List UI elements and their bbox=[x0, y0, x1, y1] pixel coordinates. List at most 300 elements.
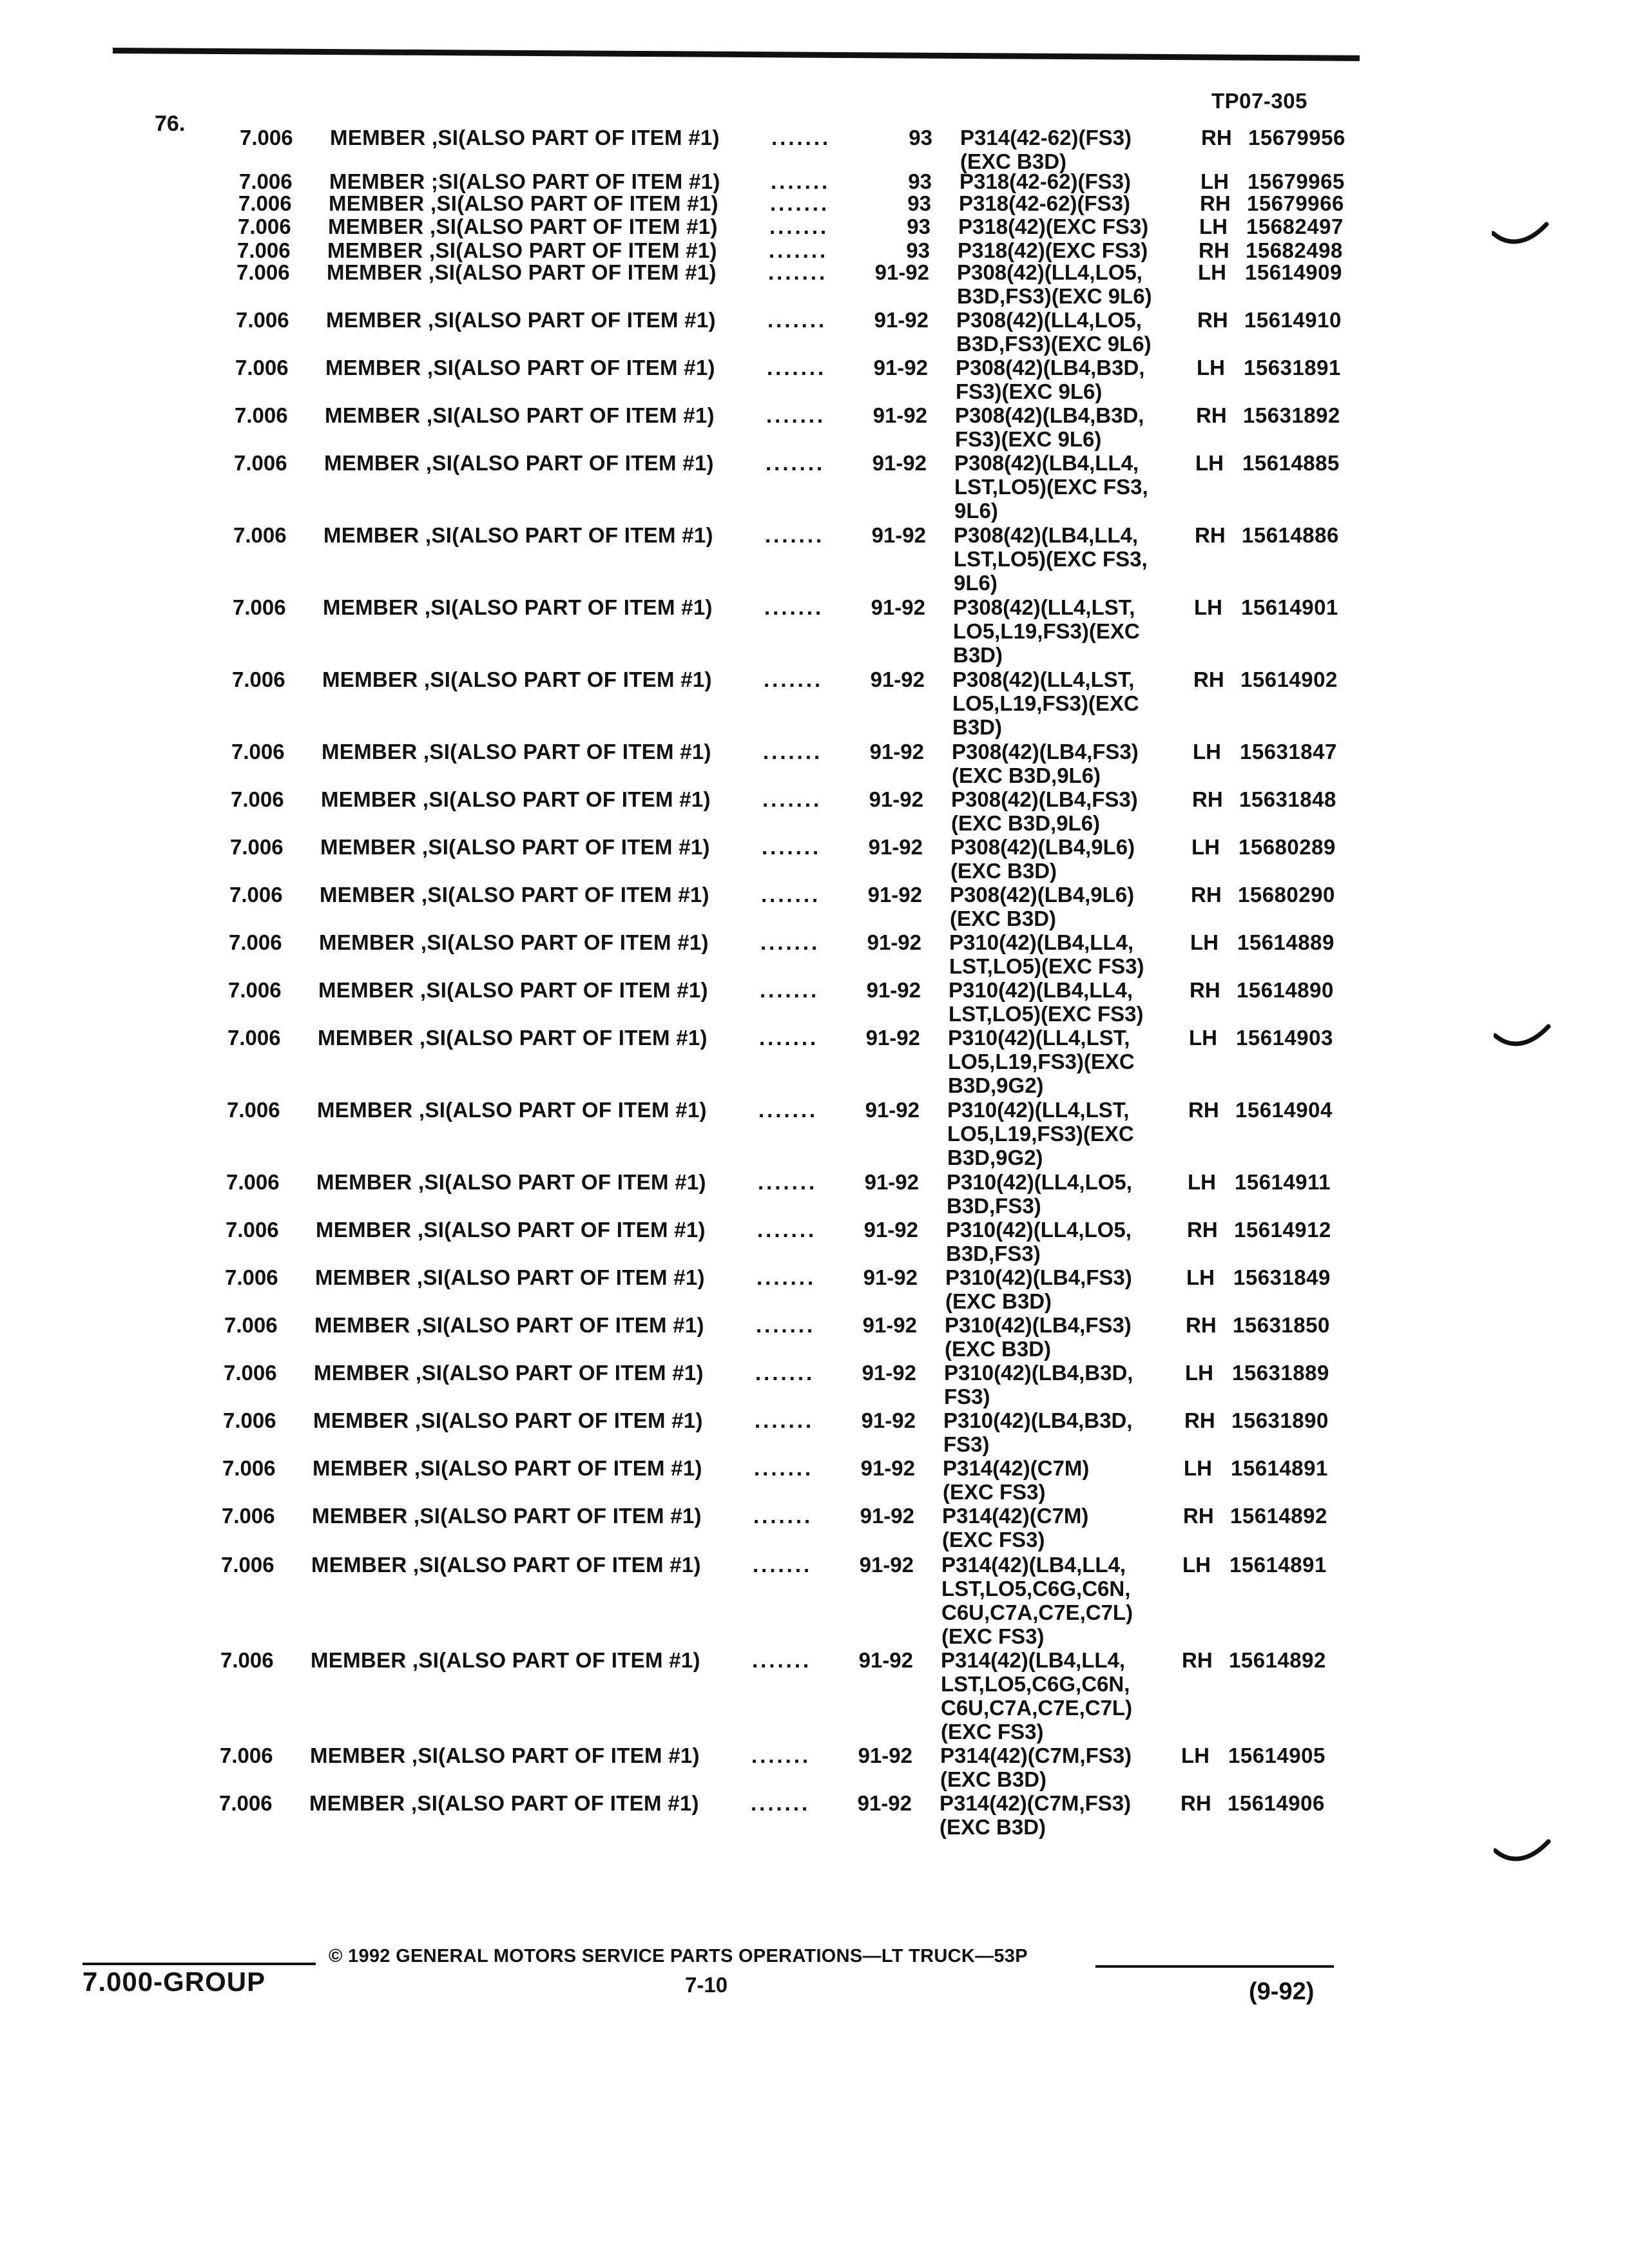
application-line: P314(42)(C7M,FS3) bbox=[940, 1744, 1132, 1767]
side: RH bbox=[1193, 668, 1224, 691]
leader-dots: ....... bbox=[764, 595, 824, 619]
model-years: 91-92 bbox=[860, 1504, 914, 1528]
part-description: MEMBER ,SI(ALSO PART OF ITEM #1) bbox=[325, 403, 715, 427]
part-number: 15614892 bbox=[1230, 1504, 1327, 1528]
group-code: 7.006 bbox=[225, 1265, 278, 1289]
check-mark-icon bbox=[1492, 219, 1550, 258]
side: LH bbox=[1181, 1744, 1210, 1767]
leader-dots: ....... bbox=[756, 1313, 816, 1337]
group-code: 7.006 bbox=[219, 1791, 273, 1815]
application-line: (EXC B3D) bbox=[940, 1815, 1046, 1839]
model-years: 91-92 bbox=[873, 356, 928, 380]
application bbox=[956, 308, 1152, 356]
group-code: 7.006 bbox=[234, 451, 287, 475]
leader-dots: ....... bbox=[760, 930, 820, 954]
part-description: MEMBER ;SI(ALSO PART OF ITEM #1) bbox=[329, 169, 720, 193]
application bbox=[957, 260, 1152, 308]
side: LH bbox=[1197, 356, 1225, 380]
group-code: 7.006 bbox=[240, 126, 293, 149]
part-number: 15631890 bbox=[1231, 1408, 1329, 1432]
part-description: MEMBER ,SI(ALSO PART OF ITEM #1) bbox=[314, 1313, 704, 1337]
application-line: P314(42)(LB4,LL4, bbox=[941, 1648, 1126, 1672]
group-code: 7.006 bbox=[220, 1648, 274, 1672]
application-line: P310(42)(LB4,B3D, bbox=[944, 1361, 1133, 1385]
part-description: MEMBER ,SI(ALSO PART OF ITEM #1) bbox=[329, 191, 718, 215]
application-line: B3D,9G2) bbox=[947, 1146, 1043, 1169]
application-line: (EXC B3D) bbox=[950, 907, 1057, 930]
group-code: 7.006 bbox=[220, 1744, 273, 1767]
part-description: MEMBER ,SI(ALSO PART OF ITEM #1) bbox=[312, 1504, 702, 1528]
application-line: P308(42)(LL4,LO5, bbox=[956, 308, 1142, 332]
part-description: MEMBER ,SI(ALSO PART OF ITEM #1) bbox=[319, 930, 709, 954]
footer-page-number: 7-10 bbox=[685, 1973, 728, 1997]
leader-dots: ....... bbox=[753, 1504, 813, 1528]
application bbox=[948, 1026, 1135, 1097]
leader-dots: ....... bbox=[763, 740, 823, 764]
part-number: 15680290 bbox=[1238, 883, 1335, 907]
application-line: (EXC FS3) bbox=[942, 1528, 1045, 1552]
part-number: 15614903 bbox=[1236, 1026, 1333, 1050]
application bbox=[953, 595, 1140, 667]
model-years: 91-92 bbox=[858, 1744, 912, 1767]
part-description: MEMBER ,SI(ALSO PART OF ITEM #1) bbox=[313, 1456, 702, 1480]
application-line: P314(42)(LB4,LL4, bbox=[941, 1553, 1126, 1577]
model-years: 91-92 bbox=[867, 930, 921, 954]
part-description: MEMBER ,SI(ALSO PART OF ITEM #1) bbox=[318, 1026, 708, 1050]
part-description: MEMBER ,SI(ALSO PART OF ITEM #1) bbox=[313, 1408, 703, 1432]
model-years: 91-92 bbox=[861, 1408, 916, 1432]
side: LH bbox=[1191, 835, 1220, 859]
application-line: P308(42)(LB4,LL4, bbox=[954, 523, 1139, 547]
application bbox=[950, 883, 1134, 930]
application bbox=[959, 191, 1130, 215]
leader-dots: ....... bbox=[771, 169, 831, 193]
leader-dots: ....... bbox=[766, 451, 825, 475]
part-description: MEMBER ,SI(ALSO PART OF ITEM #1) bbox=[327, 260, 717, 284]
application-line: FS3)(EXC 9L6) bbox=[955, 427, 1102, 451]
model-years: 91-92 bbox=[865, 1026, 920, 1050]
model-years: 91-92 bbox=[869, 787, 923, 811]
part-description: MEMBER ,SI(ALSO PART OF ITEM #1) bbox=[311, 1553, 701, 1577]
part-number: 15631847 bbox=[1240, 740, 1337, 764]
application-line: (EXC B3D,9L6) bbox=[951, 811, 1101, 835]
leader-dots: ....... bbox=[758, 1170, 818, 1194]
part-description: MEMBER ,SI(ALSO PART OF ITEM #1) bbox=[322, 668, 712, 691]
side: RH bbox=[1200, 191, 1231, 215]
part-number: 15614911 bbox=[1235, 1170, 1331, 1194]
side: RH bbox=[1195, 523, 1226, 547]
part-number: 15614904 bbox=[1235, 1098, 1333, 1122]
leader-dots: ....... bbox=[753, 1553, 813, 1577]
application-line: (EXC B3D,9L6) bbox=[952, 764, 1101, 787]
application-line: B3D) bbox=[953, 643, 1003, 667]
leader-dots: ....... bbox=[766, 403, 826, 427]
application bbox=[960, 126, 1132, 173]
application-line: P310(42)(LL4,LST, bbox=[948, 1026, 1130, 1050]
group-code: 7.006 bbox=[222, 1504, 275, 1528]
part-number: 15614886 bbox=[1242, 523, 1339, 547]
item-number: 76. bbox=[155, 111, 186, 136]
application-line: LST,LO5)(EXC FS3, bbox=[954, 475, 1148, 499]
part-description: MEMBER ,SI(ALSO PART OF ITEM #1) bbox=[320, 835, 710, 859]
footer-rule-left bbox=[82, 1963, 316, 1965]
part-number: 15614885 bbox=[1242, 451, 1340, 475]
application-line: LST,LO5,C6G,C6N, bbox=[941, 1577, 1131, 1600]
side: RH bbox=[1191, 883, 1222, 907]
footer-revision: (9-92) bbox=[1249, 1978, 1315, 2005]
part-description: MEMBER ,SI(ALSO PART OF ITEM #1) bbox=[316, 1218, 706, 1242]
application-line: P308(42)(LL4,LST, bbox=[953, 595, 1135, 619]
group-code: 7.006 bbox=[231, 740, 285, 764]
model-years: 91-92 bbox=[865, 1098, 920, 1122]
model-years: 93 bbox=[906, 238, 930, 262]
footer-rule-right bbox=[1095, 1965, 1334, 1968]
group-code: 7.006 bbox=[236, 260, 290, 284]
application bbox=[944, 1361, 1133, 1408]
group-code: 7.006 bbox=[229, 883, 283, 907]
group-code: 7.006 bbox=[223, 1408, 276, 1432]
application-line: P310(42)(LB4,FS3) bbox=[945, 1313, 1132, 1337]
group-code: 7.006 bbox=[235, 356, 289, 380]
application bbox=[955, 403, 1144, 451]
application-line: P308(42)(LB4,LL4, bbox=[954, 451, 1139, 475]
leader-dots: ....... bbox=[767, 308, 827, 332]
part-description: MEMBER ,SI(ALSO PART OF ITEM #1) bbox=[322, 740, 711, 764]
application-line: C6U,C7A,C7E,C7L) bbox=[941, 1600, 1133, 1624]
application bbox=[959, 169, 1131, 193]
part-description: MEMBER ,SI(ALSO PART OF ITEM #1) bbox=[330, 126, 720, 149]
application-line: C6U,C7A,C7E,C7L) bbox=[941, 1696, 1133, 1720]
model-years: 91-92 bbox=[859, 1553, 914, 1577]
application-line: B3D,FS3)(EXC 9L6) bbox=[957, 284, 1152, 308]
model-years: 91-92 bbox=[869, 740, 924, 764]
part-description: MEMBER ,SI(ALSO PART OF ITEM #1) bbox=[316, 1170, 706, 1194]
part-description: MEMBER ,SI(ALSO PART OF ITEM #1) bbox=[323, 595, 713, 619]
application-line: (EXC B3D) bbox=[960, 149, 1067, 173]
group-code: 7.006 bbox=[227, 1098, 280, 1122]
application-line: FS3)(EXC 9L6) bbox=[956, 380, 1103, 403]
leader-dots: ....... bbox=[754, 1456, 814, 1480]
application bbox=[947, 1098, 1134, 1169]
part-description: MEMBER ,SI(ALSO PART OF ITEM #1) bbox=[324, 451, 714, 475]
side: LH bbox=[1185, 1361, 1213, 1385]
application-line: P318(42)(EXC FS3) bbox=[958, 238, 1148, 262]
model-years: 91-92 bbox=[867, 883, 922, 907]
part-number: 15631889 bbox=[1232, 1361, 1329, 1385]
side: RH bbox=[1183, 1504, 1214, 1528]
model-years: 91-92 bbox=[857, 1791, 912, 1815]
group-code: 7.006 bbox=[222, 1456, 276, 1480]
model-years: 91-92 bbox=[863, 1218, 918, 1242]
group-code: 7.006 bbox=[239, 169, 293, 193]
side: LH bbox=[1188, 1170, 1216, 1194]
application-line: (EXC FS3) bbox=[943, 1480, 1046, 1504]
part-number: 15614905 bbox=[1228, 1744, 1325, 1767]
part-number: 15680289 bbox=[1239, 835, 1336, 859]
part-number: 15614906 bbox=[1228, 1791, 1325, 1815]
application bbox=[941, 1648, 1132, 1744]
group-code: 7.006 bbox=[233, 523, 287, 547]
part-description: MEMBER ,SI(ALSO PART OF ITEM #1) bbox=[323, 523, 713, 547]
application bbox=[958, 215, 1148, 238]
part-description: MEMBER ,SI(ALSO PART OF ITEM #1) bbox=[318, 978, 708, 1002]
application-line: B3D) bbox=[952, 715, 1003, 739]
application-line: FS3) bbox=[943, 1432, 990, 1456]
side: LH bbox=[1194, 595, 1222, 619]
application-line: (EXC B3D) bbox=[945, 1289, 1052, 1313]
group-code: 7.006 bbox=[231, 787, 284, 811]
side: RH bbox=[1196, 403, 1227, 427]
leader-dots: ....... bbox=[767, 356, 827, 380]
application-line: B3D,FS3)(EXC 9L6) bbox=[956, 332, 1152, 356]
application bbox=[940, 1744, 1132, 1791]
application-line: B3D,FS3) bbox=[947, 1194, 1041, 1218]
application bbox=[956, 356, 1144, 403]
side: RH bbox=[1188, 1098, 1219, 1122]
application-line: P310(42)(LL4,LO5, bbox=[946, 1218, 1132, 1242]
model-years: 91-92 bbox=[871, 595, 925, 619]
application-line: (EXC B3D) bbox=[940, 1767, 1047, 1791]
application-line: P314(42)(C7M) bbox=[942, 1504, 1089, 1528]
application-line: P308(42)(LL4,LO5, bbox=[957, 260, 1142, 284]
leader-dots: ....... bbox=[757, 1265, 816, 1289]
group-code: 7.006 bbox=[233, 595, 286, 619]
application bbox=[952, 740, 1139, 787]
application-line: LST,LO5,C6G,C6N, bbox=[941, 1672, 1130, 1696]
group-code: 7.006 bbox=[232, 668, 285, 691]
model-years: 91-92 bbox=[871, 523, 926, 547]
side: LH bbox=[1189, 1026, 1217, 1050]
part-description: MEMBER ,SI(ALSO PART OF ITEM #1) bbox=[314, 1361, 704, 1385]
group-code: 7.006 bbox=[224, 1361, 277, 1385]
application bbox=[954, 523, 1148, 595]
part-number: 15631892 bbox=[1243, 403, 1340, 427]
application bbox=[945, 1265, 1132, 1313]
part-description: MEMBER ,SI(ALSO PART OF ITEM #1) bbox=[309, 1791, 699, 1815]
model-years: 91-92 bbox=[866, 978, 921, 1002]
part-description: MEMBER ,SI(ALSO PART OF ITEM #1) bbox=[310, 1744, 700, 1767]
application-line: LO5,L19,FS3)(EXC bbox=[953, 619, 1140, 643]
part-number: 15614892 bbox=[1229, 1648, 1326, 1672]
model-years: 91-92 bbox=[868, 835, 923, 859]
leader-dots: ....... bbox=[761, 883, 821, 907]
side: RH bbox=[1190, 978, 1220, 1002]
side: RH bbox=[1186, 1313, 1217, 1337]
group-code: 7.006 bbox=[237, 238, 291, 262]
side: RH bbox=[1192, 787, 1223, 811]
application bbox=[949, 930, 1144, 978]
group-code: 7.006 bbox=[238, 215, 291, 238]
model-years: 91-92 bbox=[863, 1265, 918, 1289]
application-line: P308(42)(LB4,B3D, bbox=[955, 403, 1144, 427]
part-description: MEMBER ,SI(ALSO PART OF ITEM #1) bbox=[320, 883, 709, 907]
application bbox=[950, 835, 1135, 883]
part-number: 15614901 bbox=[1241, 595, 1338, 619]
application bbox=[949, 978, 1144, 1026]
side: LH bbox=[1182, 1553, 1211, 1577]
application-line: P314(42-62)(FS3) bbox=[960, 126, 1132, 149]
side: RH bbox=[1182, 1648, 1213, 1672]
application-line: B3D,FS3) bbox=[946, 1242, 1041, 1265]
application-line: P308(42)(LB4,9L6) bbox=[950, 883, 1135, 907]
application-line: P314(42)(C7M,FS3) bbox=[940, 1791, 1132, 1815]
part-description: MEMBER ,SI(ALSO PART OF ITEM #1) bbox=[328, 215, 718, 238]
group-code: 7.006 bbox=[227, 1026, 281, 1050]
application-line: LST,LO5)(EXC FS3, bbox=[954, 547, 1148, 571]
leader-dots: ....... bbox=[755, 1361, 815, 1385]
application-line: P310(42)(LB4,LL4, bbox=[949, 978, 1133, 1002]
group-code: 7.006 bbox=[235, 403, 288, 427]
application-line: 9L6) bbox=[954, 571, 998, 595]
part-number: 15631849 bbox=[1233, 1265, 1331, 1289]
footer-copyright: © 1992 GENERAL MOTORS SERVICE PARTS OPERATIONS—LT TRUCK—53P bbox=[329, 1946, 1028, 1966]
side: LH bbox=[1193, 740, 1221, 764]
group-code: 7.006 bbox=[228, 978, 282, 1002]
side: LH bbox=[1199, 215, 1228, 238]
application-line: P310(42)(LL4,LO5, bbox=[947, 1170, 1132, 1194]
part-description: MEMBER ,SI(ALSO PART OF ITEM #1) bbox=[311, 1648, 700, 1672]
group-code: 7.006 bbox=[230, 835, 284, 859]
application-line: LO5,L19,FS3)(EXC bbox=[948, 1050, 1135, 1073]
model-years: 91-92 bbox=[874, 260, 929, 284]
group-code: 7.006 bbox=[226, 1218, 279, 1242]
application-line: LST,LO5)(EXC FS3) bbox=[949, 954, 1144, 978]
leader-dots: ....... bbox=[768, 260, 828, 284]
leader-dots: ....... bbox=[751, 1744, 811, 1767]
application bbox=[958, 238, 1148, 262]
side: LH bbox=[1198, 260, 1226, 284]
part-number: 15679966 bbox=[1247, 191, 1344, 215]
application-line: LST,LO5)(EXC FS3) bbox=[949, 1002, 1144, 1026]
footer-group-label: 7.000-GROUP bbox=[82, 1966, 266, 1997]
application-line: P310(42)(LB4,FS3) bbox=[945, 1265, 1132, 1289]
part-number: 15682498 bbox=[1246, 238, 1343, 262]
application-line: (EXC FS3) bbox=[941, 1624, 1045, 1648]
check-mark-icon bbox=[1494, 1021, 1552, 1060]
leader-dots: ....... bbox=[755, 1408, 815, 1432]
group-code: 7.006 bbox=[221, 1553, 275, 1577]
part-number: 15614910 bbox=[1244, 308, 1342, 332]
side: RH bbox=[1197, 308, 1228, 332]
model-years: 91-92 bbox=[864, 1170, 919, 1194]
side: LH bbox=[1195, 451, 1224, 475]
model-years: 93 bbox=[908, 169, 932, 193]
application bbox=[943, 1408, 1132, 1456]
leader-dots: ....... bbox=[769, 238, 829, 262]
part-number: 15614890 bbox=[1237, 978, 1334, 1002]
side: RH bbox=[1187, 1218, 1218, 1242]
application-line: P310(42)(LL4,LST, bbox=[947, 1098, 1130, 1122]
model-years: 91-92 bbox=[862, 1313, 917, 1337]
part-number: 15614891 bbox=[1229, 1553, 1327, 1577]
application-line: P308(42)(LB4,9L6) bbox=[950, 835, 1135, 859]
application-line: P308(42)(LB4,B3D, bbox=[956, 356, 1145, 380]
group-code: 7.006 bbox=[229, 930, 282, 954]
part-number: 15614912 bbox=[1234, 1218, 1331, 1242]
application-line: LO5,L19,FS3)(EXC bbox=[947, 1122, 1134, 1146]
model-years: 93 bbox=[907, 215, 930, 238]
part-description: MEMBER ,SI(ALSO PART OF ITEM #1) bbox=[327, 238, 717, 262]
model-years: 91-92 bbox=[858, 1648, 913, 1672]
leader-dots: ....... bbox=[758, 1098, 818, 1122]
application bbox=[945, 1313, 1132, 1361]
part-number: 15631848 bbox=[1239, 787, 1336, 811]
part-description: MEMBER ,SI(ALSO PART OF ITEM #1) bbox=[317, 1098, 707, 1122]
leader-dots: ....... bbox=[760, 978, 820, 1002]
application-line: P318(42-62)(FS3) bbox=[959, 169, 1131, 193]
application bbox=[941, 1553, 1133, 1648]
side: RH bbox=[1181, 1791, 1211, 1815]
application bbox=[952, 668, 1139, 739]
group-code: 7.006 bbox=[236, 308, 289, 332]
leader-dots: ....... bbox=[764, 668, 824, 691]
part-number: 15631850 bbox=[1233, 1313, 1330, 1337]
application-line: P310(42)(LB4,LL4, bbox=[949, 930, 1134, 954]
application bbox=[943, 1456, 1089, 1504]
page-code: TP07-305 bbox=[1211, 89, 1307, 113]
model-years: 91-92 bbox=[870, 668, 925, 691]
leader-dots: ....... bbox=[757, 1218, 817, 1242]
part-description: MEMBER ,SI(ALSO PART OF ITEM #1) bbox=[321, 787, 711, 811]
side: LH bbox=[1190, 930, 1219, 954]
group-code: 7.006 bbox=[238, 191, 292, 215]
check-mark-icon bbox=[1494, 1836, 1552, 1875]
leader-dots: ....... bbox=[771, 126, 831, 149]
leader-dots: ....... bbox=[769, 215, 829, 238]
model-years: 93 bbox=[909, 126, 932, 149]
application-line: FS3) bbox=[944, 1385, 990, 1408]
application-line: P308(42)(LL4,LST, bbox=[952, 668, 1135, 691]
part-number: 15679965 bbox=[1248, 169, 1345, 193]
part-number: 15682497 bbox=[1246, 215, 1344, 238]
model-years: 93 bbox=[907, 191, 931, 215]
application-line: (EXC FS3) bbox=[941, 1720, 1044, 1744]
model-years: 91-92 bbox=[872, 403, 927, 427]
part-description: MEMBER ,SI(ALSO PART OF ITEM #1) bbox=[325, 356, 715, 380]
side: LH bbox=[1186, 1265, 1215, 1289]
model-years: 91-92 bbox=[862, 1361, 916, 1385]
application bbox=[940, 1791, 1131, 1839]
application bbox=[954, 451, 1148, 523]
application-line: P310(42)(LB4,B3D, bbox=[943, 1408, 1133, 1432]
application bbox=[951, 787, 1138, 835]
model-years: 91-92 bbox=[860, 1456, 915, 1480]
part-description: MEMBER ,SI(ALSO PART OF ITEM #1) bbox=[315, 1265, 705, 1289]
side: RH bbox=[1199, 238, 1229, 262]
application-line: B3D,9G2) bbox=[948, 1073, 1044, 1097]
model-years: 91-92 bbox=[872, 451, 927, 475]
application-line: 9L6) bbox=[954, 499, 998, 523]
leader-dots: ....... bbox=[759, 1026, 819, 1050]
model-years: 91-92 bbox=[874, 308, 929, 332]
application bbox=[942, 1504, 1088, 1552]
application-line: P318(42)(EXC FS3) bbox=[958, 215, 1149, 238]
leader-dots: ....... bbox=[751, 1791, 811, 1815]
leader-dots: ....... bbox=[762, 835, 822, 859]
side: RH bbox=[1201, 126, 1232, 149]
application-line: (EXC B3D) bbox=[950, 859, 1057, 883]
part-number: 15614909 bbox=[1245, 260, 1342, 284]
part-number: 15614902 bbox=[1240, 668, 1338, 691]
part-number: 15631891 bbox=[1244, 356, 1341, 380]
application-line: (EXC B3D) bbox=[945, 1337, 1052, 1361]
part-description: MEMBER ,SI(ALSO PART OF ITEM #1) bbox=[326, 308, 716, 332]
application bbox=[946, 1218, 1132, 1265]
application-line: P318(42-62)(FS3) bbox=[959, 191, 1130, 215]
side: LH bbox=[1184, 1456, 1212, 1480]
leader-dots: ....... bbox=[752, 1648, 812, 1672]
group-code: 7.006 bbox=[226, 1170, 280, 1194]
